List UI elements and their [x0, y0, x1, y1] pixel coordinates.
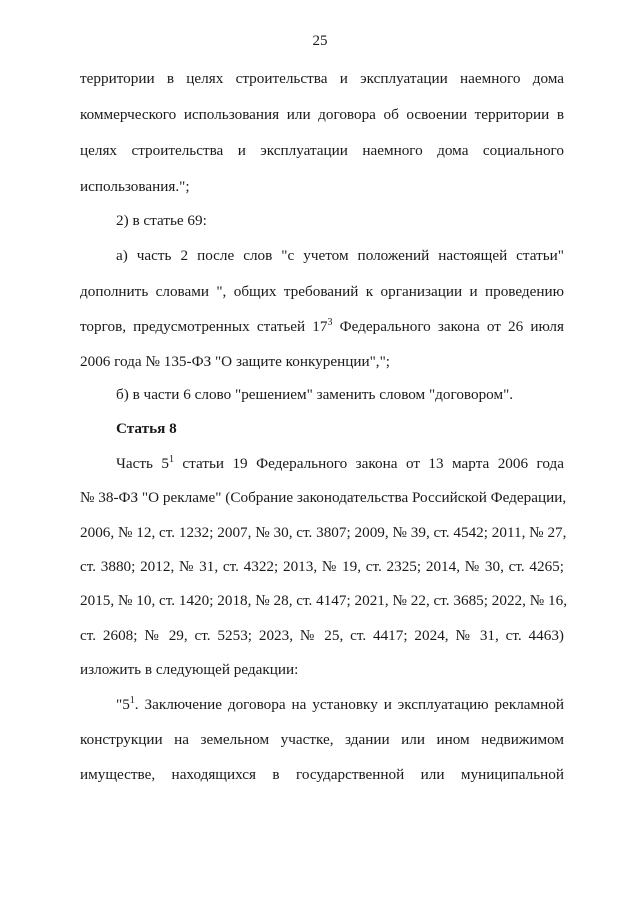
superscript: 3: [327, 317, 333, 328]
text-segment: "5: [116, 696, 130, 713]
paragraph-line: ст. 3880; 2012, № 31, ст. 4322; 2013, № 19, ст. 2325; 2014, № 30, ст. 4265;: [80, 558, 564, 575]
superscript: 1: [168, 454, 174, 465]
article-heading: Статья 8: [116, 420, 177, 437]
list-item: а) часть 2 после слов "с учетом положений настоящей статьи": [116, 247, 564, 264]
paragraph-line: 2006, № 12, ст. 1232; 2007, № 30, ст. 3807; 2009, № 39, ст. 4542; 2011, № 27,: [80, 524, 567, 541]
text-segment: Часть 5: [116, 455, 169, 472]
paragraph-line: конструкции на земельном участке, здании или ином недвижимом: [80, 731, 564, 748]
paragraph-line: целях строительства и эксплуатации наемного дома социального: [80, 142, 564, 159]
paragraph-line: [116, 455, 564, 473]
paragraph-line: территории в целях строительства и эксплуатации наемного дома: [80, 70, 564, 87]
paragraph-line: имуществе, находящихся в государственной или муниципальной: [80, 766, 564, 783]
superscript: 1: [129, 695, 135, 706]
list-item: б) в части 6 слово "решением" заменить словом "договором".: [116, 386, 514, 403]
text-segment: Федерального закона от 26 июля: [332, 318, 564, 335]
paragraph-line: дополнить словами ", общих требований к организации и проведению: [80, 283, 564, 300]
list-item: 2) в статье 69:: [116, 212, 207, 229]
paragraph-line: 2006 года № 135-ФЗ "О защите конкуренции",";: [80, 353, 391, 370]
text-segment: торгов, предусмотренных статьей 17: [80, 318, 328, 335]
paragraph-line: [80, 318, 564, 336]
paragraph-line: использования.";: [80, 178, 190, 195]
paragraph-line: изложить в следующей редакции:: [80, 661, 299, 678]
quoted-paragraph-line: [116, 696, 564, 714]
text-segment: статьи 19 Федерального закона от 13 марта 2006 года: [173, 455, 564, 472]
page-number: 25: [312, 33, 328, 49]
paragraph-line: 2015, № 10, ст. 1420; 2018, № 28, ст. 4147; 2021, № 22, ст. 3685; 2022, № 16,: [80, 592, 568, 609]
paragraph-line: ст. 2608; № 29, ст. 5253; 2023, № 25, ст. 4417; 2024, № 31, ст. 4463): [80, 627, 564, 644]
paragraph-line: коммерческого использования или договора об освоении территории в: [80, 106, 564, 123]
text-segment: . Заключение договора на установку и эксплуатацию рекламной: [134, 696, 564, 713]
paragraph-line: № 38-ФЗ "О рекламе" (Собрание законодательства Российской Федерации,: [80, 489, 567, 506]
